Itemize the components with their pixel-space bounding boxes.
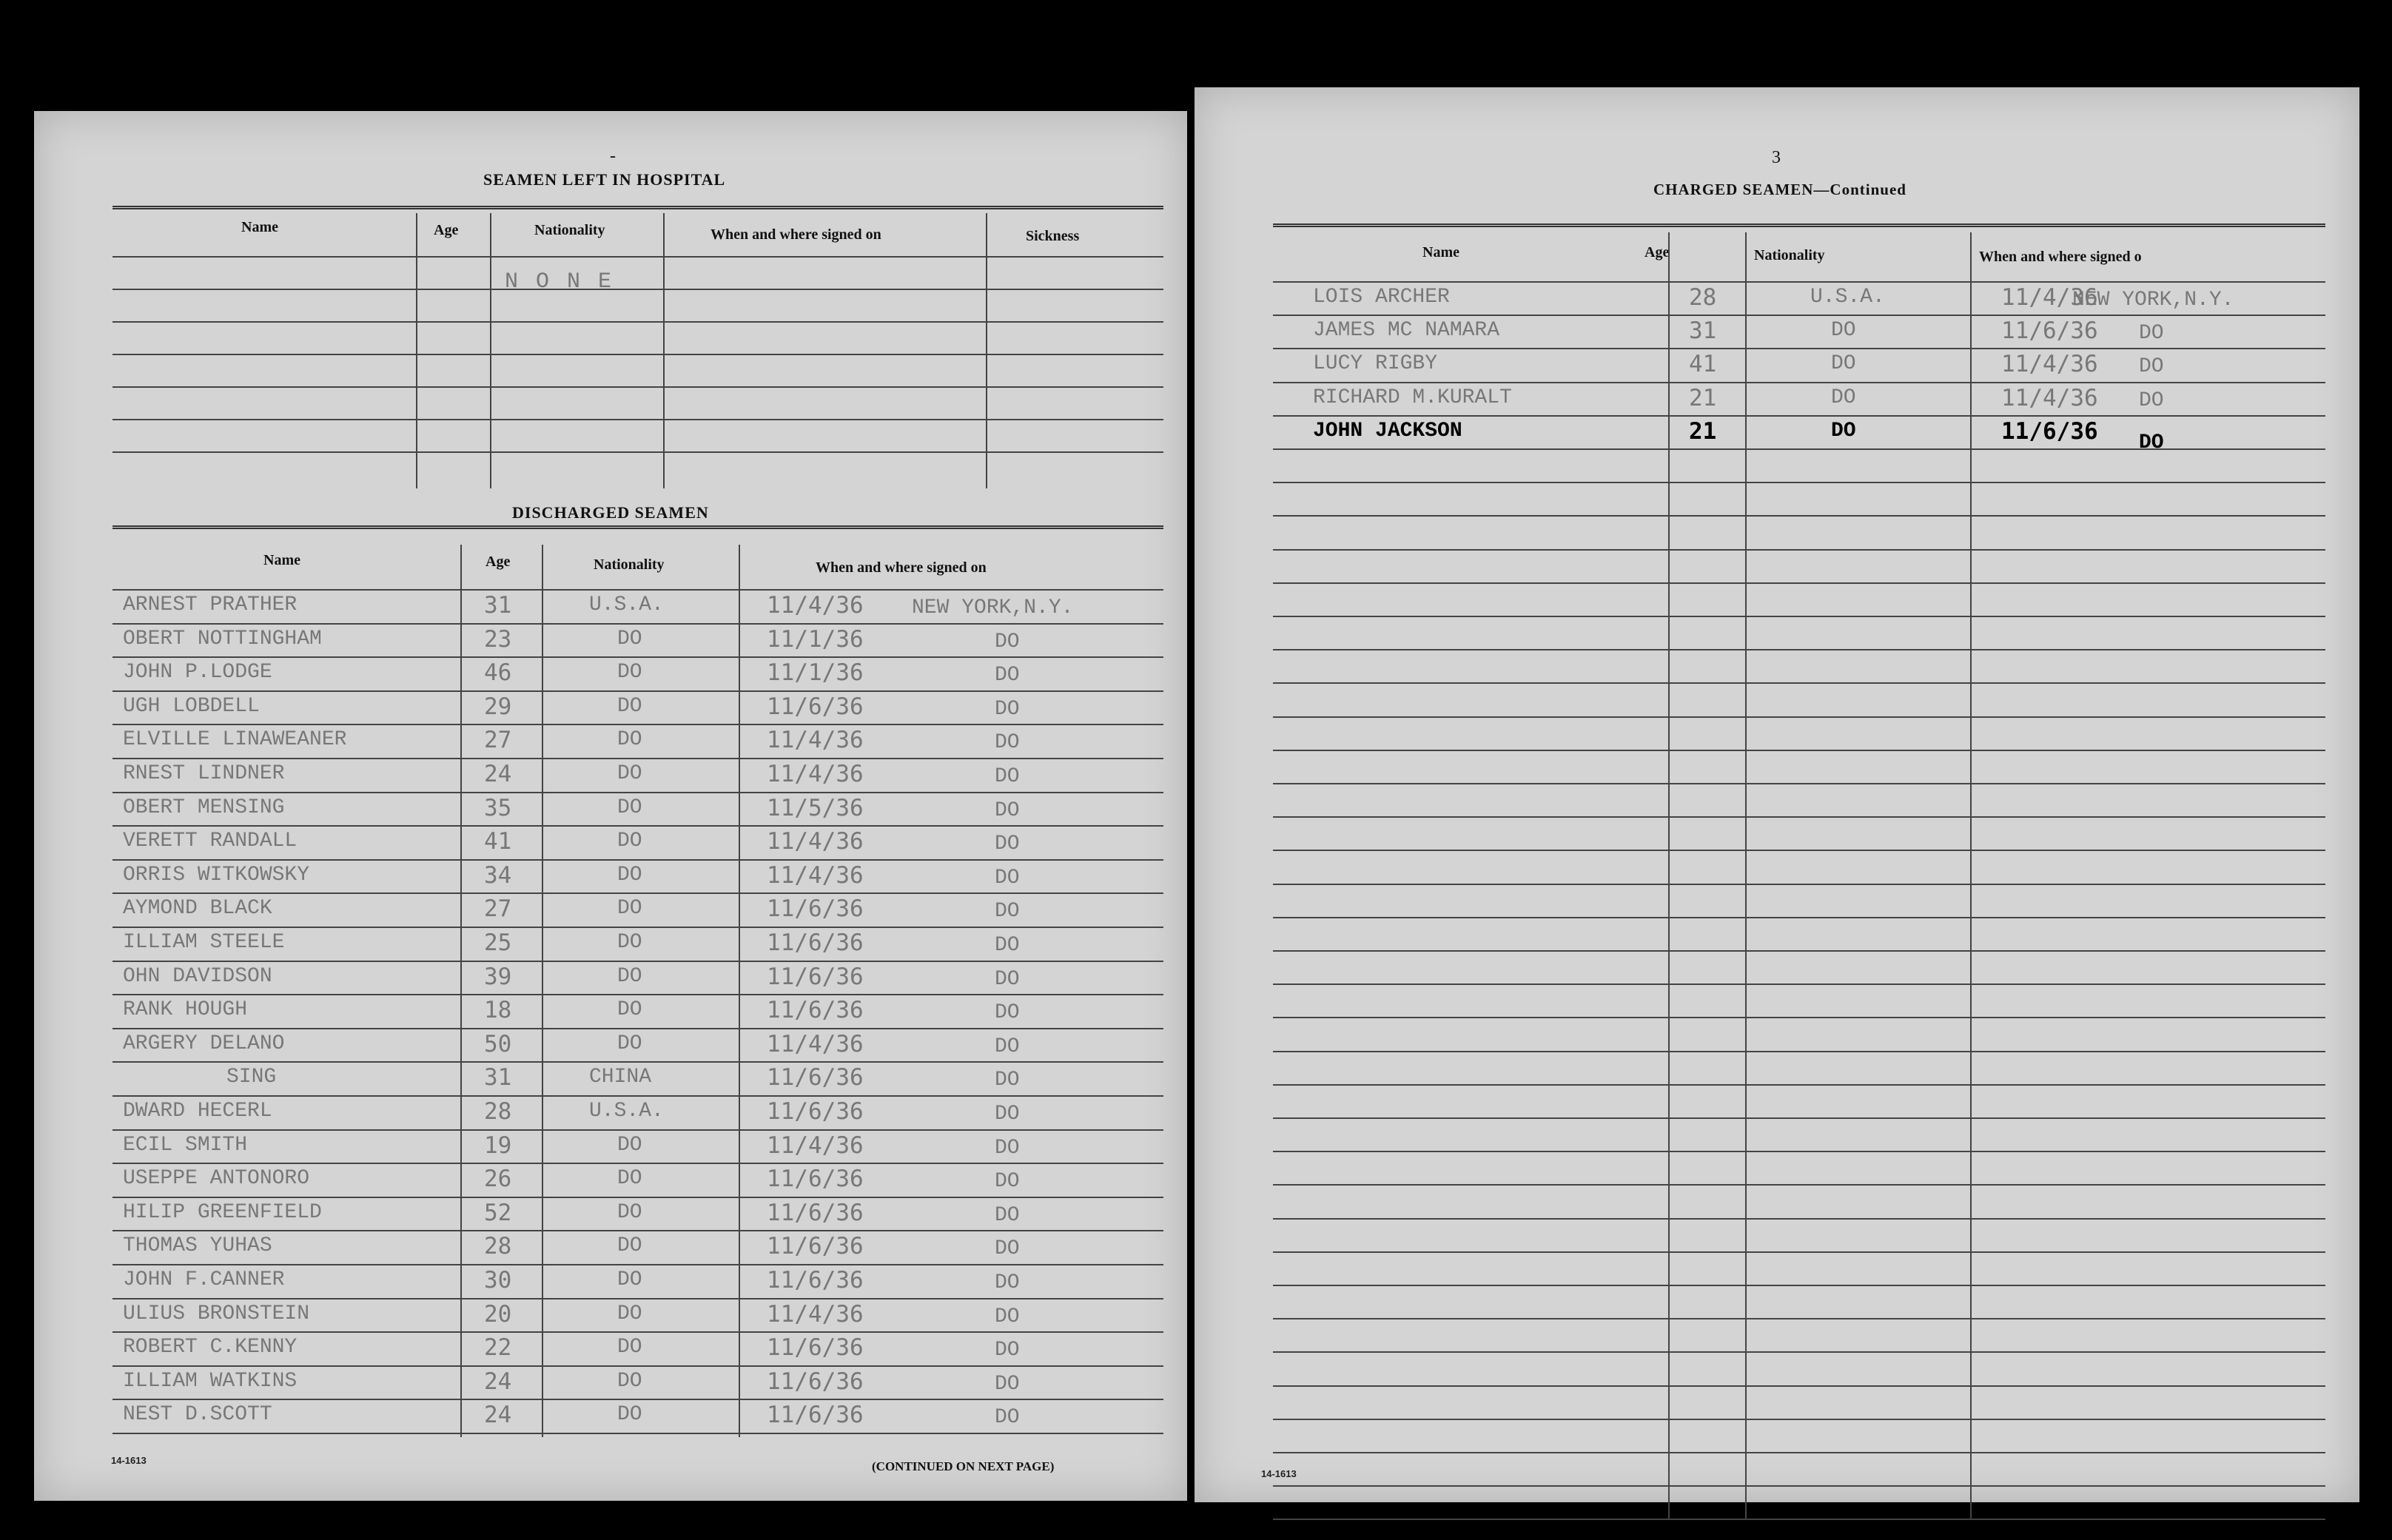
- seaman-nationality: CHINA: [589, 1066, 652, 1089]
- hospital-row-line: [112, 289, 1163, 290]
- signed-date: 11/4/36: [767, 592, 864, 619]
- continued-row-line: [1273, 1218, 2325, 1220]
- seaman-name: THOMAS YUHAS: [123, 1234, 272, 1258]
- seaman-name: ROBERT C.KENNY: [123, 1336, 298, 1359]
- signed-place: DO: [995, 1237, 1020, 1261]
- discharged-column-line: [542, 545, 543, 1437]
- seaman-name: ECIL SMITH: [123, 1133, 248, 1157]
- signed-place: DO: [995, 1170, 1020, 1194]
- signed-place: DO: [995, 630, 1020, 653]
- seaman-age: 27: [484, 727, 512, 754]
- discharged-row-line: [112, 690, 1163, 692]
- continued-row-line: [1273, 348, 2325, 349]
- seaman-age: 28: [484, 1233, 512, 1260]
- discharged-row-line: [112, 961, 1163, 962]
- continued-header-signed: When and where signed o: [1979, 249, 2142, 265]
- discharged-column-line: [739, 545, 740, 1437]
- seaman-nationality: DO: [617, 796, 642, 819]
- signed-date: 11/6/36: [767, 1199, 864, 1226]
- seaman-nationality: DO: [617, 1133, 642, 1157]
- discharged-row-line: [112, 1061, 1163, 1063]
- continued-row-line: [1273, 616, 2325, 617]
- continued-header-name: Name: [1422, 244, 1459, 260]
- seaman-age: 46: [484, 659, 512, 687]
- hospital-row-line: [112, 256, 1163, 258]
- continued-row-line: [1273, 1485, 2325, 1487]
- seaman-age: 30: [484, 1267, 512, 1294]
- seaman-name: JOHN P.LODGE: [123, 661, 272, 685]
- continued-row-line: [1273, 1251, 2325, 1253]
- signed-place: DO: [995, 1339, 1020, 1362]
- hospital-column-line: [416, 213, 417, 488]
- signed-date: 11/6/36: [767, 1334, 864, 1362]
- continued-row-line: [1273, 1385, 2325, 1387]
- hospital-column-line: [663, 213, 665, 488]
- discharged-header-name: Name: [263, 552, 300, 568]
- seaman-name: SING: [226, 1066, 277, 1089]
- continued-row-line: [1273, 1452, 2325, 1453]
- seaman-nationality: DO: [617, 728, 642, 752]
- continued-row-line: [1273, 983, 2325, 985]
- seaman-nationality: DO: [617, 998, 642, 1022]
- seaman-age: 22: [484, 1334, 512, 1362]
- form-number: 14-1613: [111, 1455, 147, 1466]
- continued-row-line: [1273, 917, 2325, 918]
- continued-column-line: [1970, 232, 1972, 1519]
- seaman-age: 35: [484, 794, 512, 821]
- seaman-name: DWARD HECERL: [123, 1100, 272, 1123]
- continued-note: (CONTINUED ON NEXT PAGE): [872, 1459, 1055, 1473]
- continued-row-line: [1273, 582, 2325, 584]
- signed-place: DO: [995, 1103, 1020, 1126]
- discharged-row-line: [112, 1129, 1163, 1131]
- hospital-row-line: [112, 451, 1163, 453]
- discharged-row-line: [112, 1298, 1163, 1299]
- hospital-row-line: [112, 419, 1163, 420]
- seaman-name: ELVILLE LINAWEANER: [123, 728, 347, 752]
- seaman-nationality: DO: [617, 661, 642, 685]
- continued-row-line: [1273, 482, 2325, 483]
- seaman-name: JAMES MC NAMARA: [1313, 319, 1500, 343]
- seaman-age: 23: [484, 625, 512, 653]
- signed-date: 11/6/36: [2001, 317, 2098, 345]
- seaman-name: ILLIAM WATKINS: [123, 1369, 298, 1393]
- continued-row-line: [1273, 716, 2325, 718]
- continued-row-line: [1273, 1084, 2325, 1086]
- seaman-nationality: DO: [1831, 319, 1856, 343]
- signed-place: DO: [2139, 322, 2164, 346]
- discharged-row-line: [112, 927, 1163, 928]
- signed-date: 11/4/36: [767, 1300, 864, 1328]
- signed-date: 11/4/36: [2001, 384, 2098, 411]
- discharged-row-line: [112, 1095, 1163, 1097]
- hospital-section-title: SEAMEN LEFT IN HOSPITAL: [483, 170, 726, 189]
- discharged-row-line: [112, 623, 1163, 625]
- seaman-nationality: DO: [617, 1234, 642, 1258]
- continued-row-line: [1273, 850, 2325, 851]
- signed-date: 11/6/36: [767, 895, 864, 923]
- discharged-row-line: [112, 792, 1163, 793]
- seaman-age: 41: [1689, 351, 1717, 378]
- seaman-name: VERETT RANDALL: [123, 830, 298, 853]
- seaman-name: NEST D.SCOTT: [123, 1403, 272, 1427]
- discharged-header-age: Age: [486, 554, 511, 570]
- continued-row-line: [1273, 1351, 2325, 1353]
- hospital-row-line: [112, 386, 1163, 388]
- seaman-nationality: DO: [617, 897, 642, 921]
- seaman-age: 24: [484, 1368, 512, 1395]
- signed-place: DO: [995, 697, 1020, 721]
- seaman-name: RICHARD M.KURALT: [1313, 386, 1512, 409]
- signed-place: DO: [995, 731, 1020, 755]
- discharged-row-line: [112, 1331, 1163, 1333]
- signed-date: 11/6/36: [767, 1267, 864, 1294]
- hospital-header-nationality: Nationality: [534, 222, 605, 238]
- discharged-row-line: [112, 1264, 1163, 1265]
- continued-row-line: [1273, 1519, 2325, 1520]
- seaman-age: 20: [484, 1300, 512, 1328]
- discharged-row-line: [112, 656, 1163, 658]
- continued-row-line: [1273, 549, 2325, 551]
- seaman-age: 52: [484, 1199, 512, 1226]
- seaman-nationality: U.S.A.: [589, 594, 664, 616]
- signed-date: 11/6/36: [767, 929, 864, 956]
- seaman-name: ORRIS WITKOWSKY: [123, 863, 310, 887]
- signed-place: DO: [995, 798, 1020, 822]
- signed-date: 11/6/36: [767, 997, 864, 1024]
- seaman-age: 26: [484, 1166, 512, 1193]
- hospital-row-line: [112, 354, 1163, 355]
- discharged-row-line: [112, 1197, 1163, 1198]
- seaman-nationality: DO: [617, 1403, 642, 1427]
- seaman-name: LUCY RIGBY: [1313, 352, 1438, 376]
- discharged-row-line: [112, 1399, 1163, 1400]
- seaman-nationality: DO: [617, 1336, 642, 1359]
- seaman-nationality: DO: [617, 1268, 642, 1291]
- signed-date: 11/6/36: [2001, 417, 2098, 445]
- seaman-age: 39: [484, 963, 512, 990]
- continued-row-line: [1273, 315, 2325, 316]
- signed-date: 11/4/36: [2001, 284, 2098, 311]
- signed-date: 11/1/36: [767, 625, 864, 653]
- signed-date: 11/4/36: [767, 828, 864, 855]
- hospital-row-line: [112, 321, 1163, 323]
- continued-section-title: CHARGED SEAMEN—Continued: [1653, 181, 1906, 198]
- seaman-age: 25: [484, 929, 512, 956]
- discharged-column-line: [460, 545, 462, 1437]
- seaman-nationality: DO: [617, 830, 642, 853]
- signed-place: DO: [995, 1203, 1020, 1227]
- signed-place: DO: [995, 765, 1020, 788]
- continued-header-age: Age: [1644, 244, 1670, 260]
- seaman-name: ARNEST PRATHER: [123, 594, 298, 616]
- continued-row-line: [1273, 515, 2325, 517]
- seaman-age: 21: [1689, 384, 1717, 411]
- right-page: [1195, 87, 2359, 1502]
- continued-header-nationality: Nationality: [1754, 247, 1825, 263]
- seaman-age: 21: [1689, 417, 1717, 445]
- continued-row-line: [1273, 1117, 2325, 1119]
- signed-date: 11/6/36: [767, 1233, 864, 1260]
- signed-place: DO: [995, 1035, 1020, 1058]
- signed-place: DO: [995, 1271, 1020, 1294]
- seaman-name: ILLIAM STEELE: [123, 931, 285, 954]
- hospital-header-sickness: Sickness: [1026, 228, 1080, 244]
- hospital-none-entry: NONE: [505, 269, 630, 295]
- left-page: [34, 111, 1187, 1501]
- signed-place: DO: [995, 900, 1020, 924]
- seaman-nationality: DO: [1831, 352, 1856, 376]
- signed-place: DO: [995, 1001, 1020, 1025]
- hospital-column-line: [490, 213, 491, 488]
- seaman-nationality: DO: [617, 694, 642, 718]
- discharged-header-nationality: Nationality: [594, 557, 665, 573]
- signed-place: DO: [2139, 431, 2164, 454]
- seaman-name: OBERT NOTTINGHAM: [123, 627, 322, 650]
- discharged-row-line: [112, 892, 1163, 894]
- discharged-row-line: [112, 1163, 1163, 1164]
- continued-row-line: [1273, 816, 2325, 818]
- discharged-row-line: [112, 1028, 1163, 1029]
- seaman-name: JOHN F.CANNER: [123, 1268, 285, 1291]
- seaman-age: 24: [484, 1402, 512, 1429]
- seaman-name: HILIP GREENFIELD: [123, 1200, 322, 1224]
- continued-row-line: [1273, 1151, 2325, 1152]
- hospital-header-signed: When and where signed on: [710, 226, 881, 243]
- continued-row-line: [1273, 783, 2325, 784]
- seaman-name: RANK HOUGH: [123, 998, 248, 1022]
- continued-row-line: [1273, 1051, 2325, 1052]
- seaman-name: JOHN JACKSON: [1313, 419, 1462, 443]
- signed-place: DO: [995, 967, 1020, 991]
- continued-row-line: [1273, 382, 2325, 383]
- seaman-age: 18: [484, 997, 512, 1024]
- seaman-age: 31: [484, 592, 512, 619]
- seaman-name: LOIS ARCHER: [1313, 286, 1450, 309]
- continued-row-line: [1273, 1184, 2325, 1186]
- continued-column-line: [1745, 232, 1747, 1519]
- seaman-age: 29: [484, 693, 512, 720]
- hospital-header-age: Age: [434, 222, 459, 238]
- seaman-nationality: DO: [617, 863, 642, 887]
- seaman-age: 31: [484, 1064, 512, 1092]
- continued-row-line: [1273, 1318, 2325, 1319]
- continued-row-line: [1273, 950, 2325, 952]
- seaman-nationality: U.S.A.: [1810, 286, 1885, 309]
- seaman-nationality: DO: [617, 931, 642, 954]
- seaman-nationality: DO: [617, 1200, 642, 1224]
- seaman-age: 41: [484, 828, 512, 855]
- seaman-age: 19: [484, 1132, 512, 1159]
- signed-date: 11/6/36: [767, 1166, 864, 1193]
- seaman-name: USEPPE ANTONORO: [123, 1167, 310, 1191]
- seaman-age: 34: [484, 861, 512, 889]
- continued-row-line: [1273, 1017, 2325, 1018]
- seaman-nationality: DO: [617, 1032, 642, 1055]
- seaman-name: OBERT MENSING: [123, 796, 285, 819]
- continued-row-line: [1273, 415, 2325, 417]
- form-number: 14-1613: [1261, 1468, 1297, 1479]
- seaman-nationality: DO: [617, 1369, 642, 1393]
- signed-place: DO: [995, 1372, 1020, 1396]
- continued-row-line: [1273, 884, 2325, 885]
- seaman-name: OHN DAVIDSON: [123, 964, 272, 988]
- page-mark: 3: [1772, 148, 1781, 167]
- seaman-nationality: U.S.A.: [589, 1100, 664, 1123]
- discharged-section-title: DISCHARGED SEAMEN: [512, 503, 709, 522]
- signed-place: DO: [995, 934, 1020, 957]
- continued-row-line: [1273, 281, 2325, 283]
- discharged-row-line: [112, 859, 1163, 861]
- signed-date: 11/6/36: [767, 1098, 864, 1125]
- signed-place: DO: [2139, 389, 2164, 412]
- continued-row-line: [1273, 448, 2325, 450]
- signed-place: DO: [995, 1136, 1020, 1160]
- seaman-nationality: DO: [1831, 419, 1856, 443]
- seaman-nationality: DO: [617, 627, 642, 650]
- signed-date: 11/4/36: [767, 861, 864, 889]
- signed-date: 11/4/36: [767, 1030, 864, 1058]
- continued-row-line: [1273, 750, 2325, 751]
- signed-place: NEW YORK,N.Y.: [912, 596, 1074, 619]
- seaman-age: 50: [484, 1030, 512, 1058]
- signed-place: NEW YORK,N.Y.: [2072, 289, 2234, 312]
- hospital-header-name: Name: [241, 219, 278, 235]
- signed-place: DO: [995, 664, 1020, 687]
- signed-place: DO: [995, 833, 1020, 856]
- discharged-row-line: [112, 758, 1163, 759]
- seaman-age: 28: [484, 1098, 512, 1125]
- signed-place: DO: [995, 866, 1020, 890]
- seaman-age: 28: [1689, 284, 1717, 311]
- hospital-column-line: [986, 213, 987, 488]
- signed-date: 11/5/36: [767, 794, 864, 821]
- signed-date: 11/1/36: [767, 659, 864, 687]
- signed-place: DO: [995, 1406, 1020, 1430]
- discharged-row-line: [112, 1433, 1163, 1434]
- discharged-row-line: [112, 1230, 1163, 1231]
- discharged-row-line: [112, 589, 1163, 591]
- seaman-name: RNEST LINDNER: [123, 762, 285, 785]
- signed-date: 11/6/36: [767, 963, 864, 990]
- seaman-age: 24: [484, 761, 512, 787]
- seaman-age: 31: [1689, 317, 1717, 345]
- signed-date: 11/4/36: [767, 1132, 864, 1159]
- seaman-nationality: DO: [617, 964, 642, 988]
- signed-place: DO: [2139, 355, 2164, 379]
- signed-date: 11/4/36: [2001, 351, 2098, 378]
- signed-date: 11/4/36: [767, 727, 864, 754]
- continued-column-line: [1668, 232, 1670, 1519]
- seaman-name: AYMOND BLACK: [123, 897, 272, 921]
- discharged-row-line: [112, 724, 1163, 725]
- discharged-row-line: [112, 1365, 1163, 1367]
- seaman-name: UGH LOBDELL: [123, 694, 260, 718]
- signed-date: 11/6/36: [767, 1064, 864, 1092]
- signed-date: 11/6/36: [767, 1368, 864, 1395]
- continued-row-line: [1273, 1419, 2325, 1420]
- seaman-age: 27: [484, 895, 512, 923]
- seaman-nationality: DO: [617, 1302, 642, 1325]
- signed-place: DO: [995, 1305, 1020, 1328]
- continued-row-line: [1273, 1285, 2325, 1286]
- continued-row-line: [1273, 682, 2325, 684]
- discharged-row-line: [112, 825, 1163, 827]
- page-mark: -: [610, 147, 616, 166]
- signed-date: 11/6/36: [767, 693, 864, 720]
- seaman-nationality: DO: [617, 1167, 642, 1191]
- seaman-nationality: DO: [1831, 386, 1856, 409]
- seaman-name: ARGERY DELANO: [123, 1032, 285, 1055]
- signed-place: DO: [995, 1069, 1020, 1092]
- seaman-nationality: DO: [617, 762, 642, 785]
- signed-date: 11/4/36: [767, 761, 864, 787]
- discharged-row-line: [112, 994, 1163, 995]
- signed-date: 11/6/36: [767, 1402, 864, 1429]
- discharged-header-signed: When and where signed on: [816, 559, 987, 576]
- continued-row-line: [1273, 649, 2325, 650]
- seaman-name: ULIUS BRONSTEIN: [123, 1302, 310, 1325]
